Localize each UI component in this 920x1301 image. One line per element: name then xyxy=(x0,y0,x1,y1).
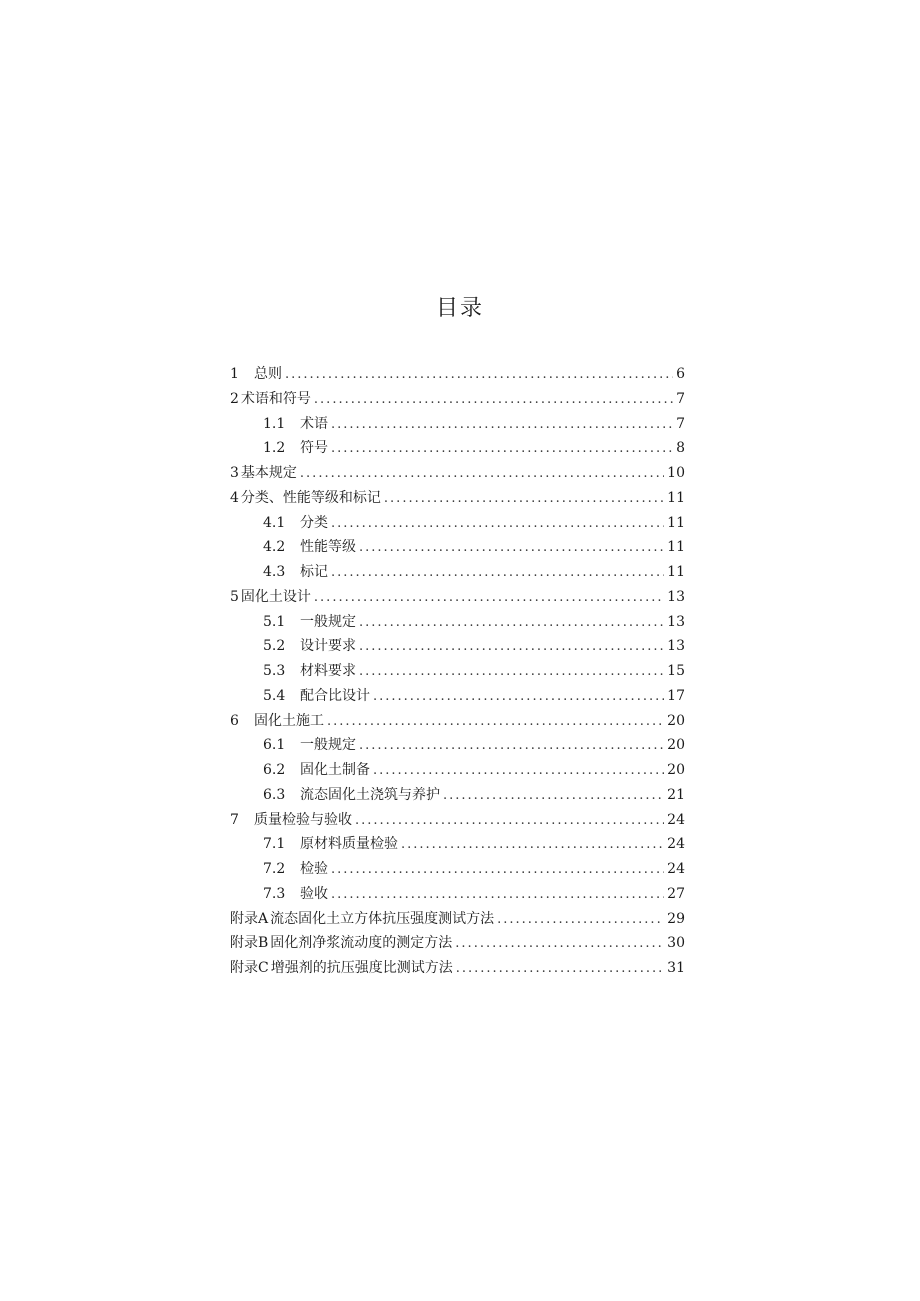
toc-dot-leader xyxy=(359,635,664,660)
toc-entry-number: 1.2 xyxy=(263,440,286,457)
toc-entry-number: 6.1 xyxy=(263,737,286,754)
toc-entry[interactable] xyxy=(230,709,685,734)
toc-entry[interactable] xyxy=(230,610,685,635)
toc-dot-leader xyxy=(497,908,664,933)
toc-page-number: 11 xyxy=(667,539,685,556)
toc-dot-leader xyxy=(327,710,664,735)
toc-entry-number: 4.1 xyxy=(263,514,286,531)
toc-page-number: 21 xyxy=(667,786,685,803)
toc-page-number: 11 xyxy=(667,564,685,580)
toc-page-number: 13 xyxy=(667,588,685,605)
toc-entry-number: 6 xyxy=(230,712,239,729)
toc-page-number: 24 xyxy=(667,811,685,828)
toc-entry-title: 原材料质量检验 xyxy=(300,836,398,853)
toc-entry-number: 1 xyxy=(230,366,239,382)
toc-dot-leader xyxy=(331,413,673,438)
toc-entry[interactable] xyxy=(230,783,685,808)
toc-entry[interactable] xyxy=(230,832,685,857)
toc-page-number: 24 xyxy=(667,861,685,877)
toc-entry-title: 分类 xyxy=(300,514,328,531)
toc-entry[interactable] xyxy=(230,758,685,783)
toc-entry[interactable] xyxy=(230,733,685,758)
toc-entry-number: 4.2 xyxy=(263,539,286,556)
toc-entry-number: 6.2 xyxy=(263,762,286,778)
toc-entry-title: 术语和符号 xyxy=(240,390,311,407)
toc-entry-title: 设计要求 xyxy=(300,638,356,655)
toc-entry[interactable] xyxy=(230,956,685,981)
toc-dot-leader xyxy=(359,734,664,759)
toc-dot-leader xyxy=(373,685,664,710)
toc-entry-number: 5 xyxy=(230,588,239,605)
toc-entry[interactable] xyxy=(230,808,685,833)
toc-dot-leader xyxy=(355,809,664,834)
toc-entry[interactable] xyxy=(230,461,685,486)
toc-entry-number: 3 xyxy=(230,465,239,481)
toc-entry-number: 5.4 xyxy=(263,687,286,704)
toc-entry-number: 5.3 xyxy=(263,663,286,679)
toc-dot-leader xyxy=(285,363,673,388)
toc-entry-title: 材料要求 xyxy=(300,663,356,679)
toc-page-number: 13 xyxy=(667,613,685,630)
toc-dot-leader xyxy=(443,784,664,809)
toc-entry[interactable] xyxy=(230,535,685,560)
toc-entry[interactable] xyxy=(230,659,685,684)
toc-dot-leader xyxy=(331,858,664,883)
toc-entry-number: 6.3 xyxy=(263,786,286,803)
toc-entry-title: 固化土施工 xyxy=(254,712,324,729)
toc-dot-leader xyxy=(331,561,664,586)
toc-dot-leader xyxy=(300,462,664,487)
toc-entry-title: 基本规定 xyxy=(240,465,297,481)
toc-entry-title: 增强剂的抗压强度比测试方法 xyxy=(270,960,453,976)
toc-page-number: 8 xyxy=(676,440,685,457)
toc-entry[interactable] xyxy=(230,412,685,437)
toc-dot-leader xyxy=(314,388,673,413)
toc-dot-leader xyxy=(359,536,664,561)
toc-entry-title: 质量检验与验收 xyxy=(254,811,352,828)
toc-entry-title: 分类、性能等级和标记 xyxy=(240,489,381,506)
toc-entry[interactable] xyxy=(230,387,685,412)
toc-entry-number: 2 xyxy=(230,390,239,407)
toc-entry[interactable] xyxy=(230,907,685,932)
toc-entry-number: 4 xyxy=(230,489,239,506)
toc-entry-title: 配合比设计 xyxy=(300,687,370,704)
toc-entry-title: 固化土设计 xyxy=(240,588,311,605)
toc-page-number: 7 xyxy=(676,415,685,432)
toc-entry[interactable] xyxy=(230,684,685,709)
toc-entry-title: 总则 xyxy=(254,366,282,382)
toc-page-number: 29 xyxy=(667,910,685,927)
toc-entry[interactable] xyxy=(230,560,685,585)
toc-page-number: 24 xyxy=(667,836,685,853)
page-title: 目录 xyxy=(435,296,484,321)
table-of-contents xyxy=(230,362,685,981)
toc-entry-number: 7.3 xyxy=(263,885,286,902)
toc-entry[interactable] xyxy=(230,857,685,882)
toc-entry[interactable] xyxy=(230,931,685,956)
toc-page-number: 10 xyxy=(667,465,685,481)
toc-entry-title: 检验 xyxy=(300,861,328,877)
toc-entry-title: 一般规定 xyxy=(300,613,356,630)
toc-dot-leader xyxy=(384,487,664,512)
toc-dot-leader xyxy=(314,586,664,611)
toc-entry-title: 固化剂净浆流动度的测定方法 xyxy=(270,935,453,952)
toc-entry-number: 附录B xyxy=(230,935,269,952)
toc-page-number: 31 xyxy=(667,960,685,976)
toc-entry[interactable] xyxy=(230,882,685,907)
toc-entry-number: 7 xyxy=(230,811,239,828)
toc-dot-leader xyxy=(331,437,673,462)
toc-entry[interactable] xyxy=(230,362,685,387)
toc-entry-number: 1.1 xyxy=(263,415,286,432)
toc-dot-leader xyxy=(401,833,664,858)
toc-page-number: 20 xyxy=(667,737,685,754)
toc-dot-leader xyxy=(456,957,664,982)
toc-page-number: 15 xyxy=(667,663,685,679)
toc-entry-title: 标记 xyxy=(300,564,328,580)
toc-dot-leader xyxy=(331,512,664,537)
toc-entry[interactable] xyxy=(230,634,685,659)
toc-entry[interactable] xyxy=(230,585,685,610)
toc-dot-leader xyxy=(359,660,664,685)
toc-entry-title: 验收 xyxy=(300,885,328,902)
toc-entry-title: 流态固化土浇筑与养护 xyxy=(300,786,440,803)
toc-page-number: 11 xyxy=(667,489,685,506)
toc-entry-number: 5.1 xyxy=(263,613,286,630)
toc-entry-number: 7.2 xyxy=(263,861,286,877)
toc-page-number: 6 xyxy=(676,366,685,382)
toc-entry-number: 5.2 xyxy=(263,638,286,655)
toc-page-number: 17 xyxy=(667,687,685,704)
toc-entry[interactable] xyxy=(230,511,685,536)
toc-dot-leader xyxy=(373,759,664,784)
toc-entry-title: 性能等级 xyxy=(300,539,356,556)
toc-entry-title: 一般规定 xyxy=(300,737,356,754)
toc-dot-leader xyxy=(331,883,664,908)
toc-page-number: 7 xyxy=(676,390,685,407)
toc-entry-number: 7.1 xyxy=(263,836,286,853)
toc-entry-title: 固化土制备 xyxy=(300,762,370,778)
toc-entry[interactable] xyxy=(230,486,685,511)
toc-dot-leader xyxy=(455,932,664,957)
toc-entry-title: 流态固化土立方体抗压强度测试方法 xyxy=(270,910,495,927)
toc-page-number: 13 xyxy=(667,638,685,655)
toc-page-number: 20 xyxy=(667,762,685,778)
toc-entry[interactable] xyxy=(230,436,685,461)
toc-entry-number: 附录C xyxy=(230,960,269,976)
toc-entry-number: 附录A xyxy=(230,910,269,927)
toc-page-number: 27 xyxy=(667,885,685,902)
toc-entry-title: 术语 xyxy=(300,415,328,432)
toc-dot-leader xyxy=(359,611,664,636)
toc-entry-title: 符号 xyxy=(300,440,328,457)
toc-page-number: 20 xyxy=(667,712,685,729)
toc-entry-number: 4.3 xyxy=(263,564,286,580)
toc-page-number: 11 xyxy=(667,514,685,531)
toc-page-number: 30 xyxy=(667,935,685,952)
